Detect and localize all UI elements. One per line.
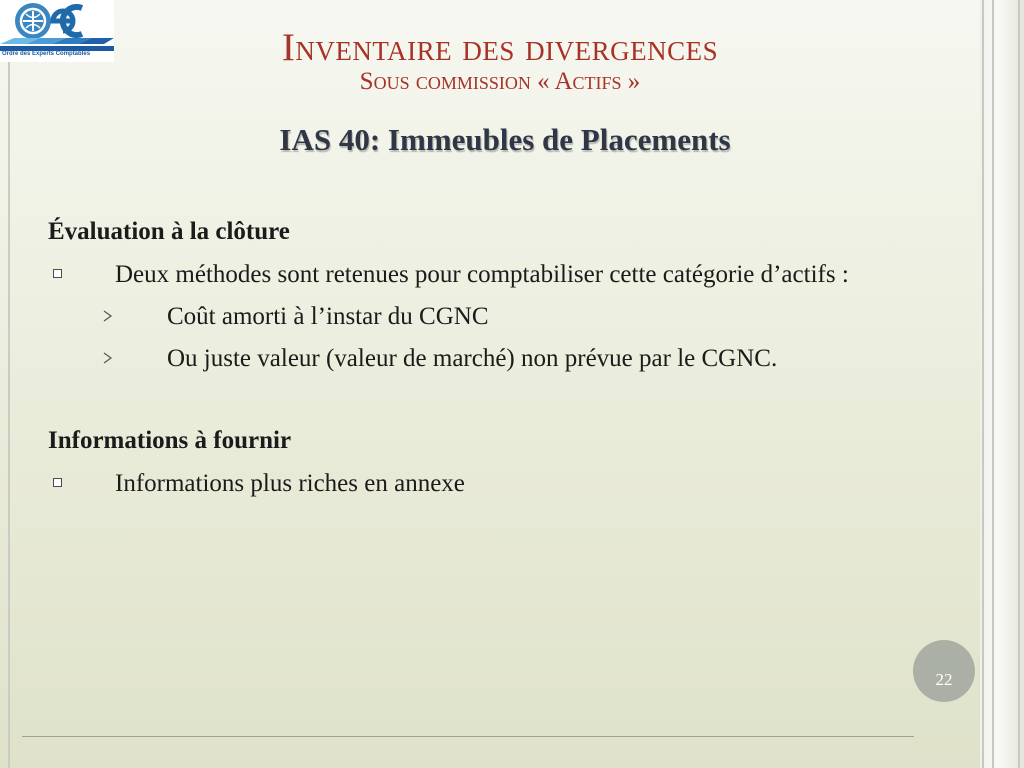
section-heading: Évaluation à la clôture bbox=[48, 218, 290, 245]
page-number-badge: 22 bbox=[913, 640, 975, 702]
slide-subtitle: IAS 40: Immeubles de Placements bbox=[279, 122, 731, 157]
list-item bbox=[48, 301, 962, 332]
right-band-line bbox=[1018, 0, 1020, 768]
title-sub: Sous commission « Actifs » bbox=[359, 68, 641, 95]
title-main: Inventaire des divergences bbox=[281, 26, 719, 69]
list-item bbox=[48, 259, 962, 290]
left-border-line bbox=[8, 0, 10, 768]
square-bullet-icon bbox=[53, 269, 62, 278]
right-band-line bbox=[992, 0, 994, 768]
bullet-text: Deux méthodes sont retenues pour comptabiliser cette catégorie d’actifs : bbox=[115, 261, 849, 288]
spacer bbox=[48, 374, 962, 424]
square-bullet-icon bbox=[53, 478, 62, 487]
sub-bullet-text: Ou juste valeur (valeur de marché) non prévue par le CGNC. bbox=[167, 345, 778, 372]
slide-title bbox=[0, 28, 1000, 96]
arrow-bullet-icon bbox=[102, 351, 114, 365]
right-band-line bbox=[982, 0, 984, 768]
bullet-text: Informations plus riches en annexe bbox=[115, 470, 465, 497]
right-decorative-band bbox=[980, 0, 1024, 768]
sub-bullet-text: Coût amorti à l’instar du CGNC bbox=[167, 303, 489, 330]
list-item bbox=[48, 343, 962, 374]
logo-caption: Ordre des Experts Comptables bbox=[2, 51, 91, 57]
section-heading: Informations à fournir bbox=[48, 427, 292, 454]
list-item bbox=[48, 468, 962, 499]
bottom-divider bbox=[22, 736, 914, 737]
arrow-bullet-icon bbox=[102, 309, 114, 323]
slide-content bbox=[48, 215, 962, 499]
